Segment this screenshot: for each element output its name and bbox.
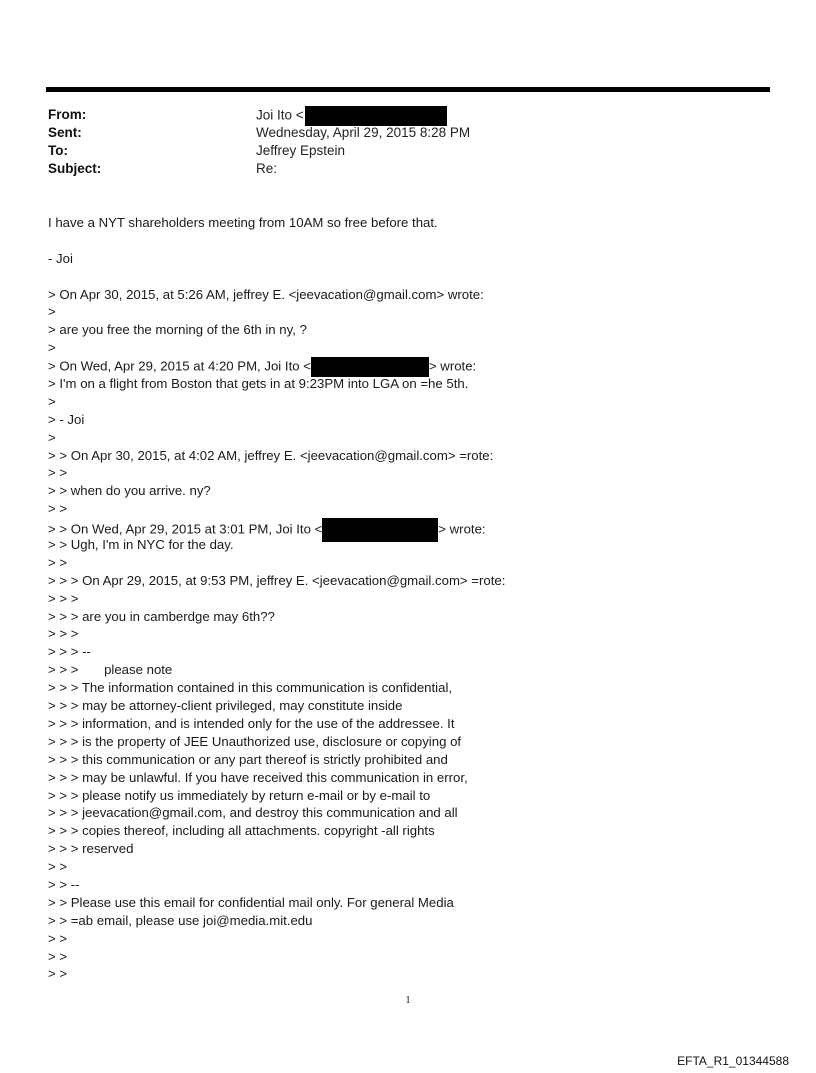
body-line: > > > On Apr 29, 2015, at 9:53 PM, jeffrey E. <jeevacation@gmail.com> =rote:: [48, 572, 506, 588]
body-line: > > > information, and is intended only for the use of the addressee. It: [48, 715, 455, 731]
email-body: [48, 214, 768, 983]
body-line: - Joi: [48, 250, 73, 266]
subject-value: Re:: [256, 161, 278, 176]
sent-label: Sent:: [48, 125, 82, 140]
body-line: > > >: [48, 590, 79, 606]
body-line: > >: [48, 948, 68, 964]
body-line: > are you free the morning of the 6th in ny, ?: [48, 322, 307, 338]
body-line-redacted: [48, 357, 768, 375]
body-line: > > > please notify us immediately by return e-mail or by e-mail to: [48, 787, 431, 803]
redaction-box: [305, 106, 447, 126]
body-line: > >: [48, 554, 68, 570]
body-line-redacted: [48, 518, 768, 536]
body-line: > > Please use this email for confidential mail only. For general Media: [48, 894, 454, 910]
body-line: [48, 232, 768, 250]
body-line: > > > reserved: [48, 841, 134, 857]
sent-row: [48, 124, 748, 142]
body-line: > > On Apr 30, 2015, at 4:02 AM, jeffrey E. <jeevacation@gmail.com> =rote:: [48, 447, 494, 463]
redaction-box: [322, 518, 438, 542]
subject-row: [48, 160, 748, 178]
body-line: > > > --: [48, 644, 91, 660]
body-line: > > > is the property of JEE Unauthorized use, disclosure or copying of: [48, 733, 462, 749]
body-line: [48, 268, 768, 286]
body-line: > > > The information contained in this communication is confidential,: [48, 680, 453, 696]
body-line: > > > jeevacation@gmail.com, and destroy this communication and all: [48, 805, 458, 821]
body-line-part: > > On Wed, Apr 29, 2015 at 3:01 PM, Joi Ito <: [48, 521, 323, 537]
page-number: 1: [405, 994, 411, 1006]
from-label: From:: [48, 107, 87, 122]
from-value: [256, 106, 447, 126]
body-line: > On Apr 30, 2015, at 5:26 AM, jeffrey E. <jeevacation@gmail.com> wrote:: [48, 286, 484, 302]
header-rule: [46, 87, 770, 92]
body-line-part: > wrote:: [428, 358, 477, 374]
email-header: [48, 106, 748, 178]
body-line: >: [48, 304, 56, 320]
body-line: >: [48, 393, 56, 409]
from-name: Joi Ito <: [256, 107, 304, 123]
body-line-part: > wrote:: [438, 521, 486, 537]
body-line: > > > are you in camberdge may 6th??: [48, 608, 275, 624]
body-line: > > =ab email, please use joi@media.mit.edu: [48, 912, 313, 928]
body-line: > > > copies thereof, including all attachments. copyright -all rights: [48, 823, 435, 839]
subject-label: Subject:: [48, 161, 102, 176]
to-value: Jeffrey Epstein: [256, 143, 346, 158]
body-line: > > when do you arrive. ny?: [48, 483, 211, 499]
body-line: > > --: [48, 876, 80, 892]
body-line: > >: [48, 930, 68, 946]
sent-value: Wednesday, April 29, 2015 8:28 PM: [256, 125, 471, 140]
body-line: > > > this communication or any part thereof is strictly prohibited and: [48, 751, 448, 767]
from-row: [48, 106, 748, 124]
body-line: > >: [48, 859, 68, 875]
body-line: > > > may be attorney-client privileged, may constitute inside: [48, 698, 403, 714]
body-line: > - Joi: [48, 411, 85, 427]
to-row: [48, 142, 748, 160]
body-line: I have a NYT shareholders meeting from 10AM so free before that.: [48, 215, 438, 230]
body-line: > >: [48, 465, 68, 481]
body-line: > > Ugh, I'm in NYC for the day.: [48, 537, 234, 553]
body-line: > >: [48, 966, 68, 982]
body-line-part: > On Wed, Apr 29, 2015 at 4:20 PM, Joi Ito <: [48, 358, 311, 374]
body-line: > >: [48, 501, 68, 517]
body-line: >: [48, 340, 56, 356]
body-line: >: [48, 429, 56, 445]
body-line: > I'm on a flight from Boston that gets in at 9:23PM into LGA on =he 5th.: [48, 376, 469, 392]
body-line: > > >: [48, 626, 79, 642]
body-line: > > > please note: [48, 662, 173, 678]
to-label: To:: [48, 143, 68, 158]
body-line: > > > may be unlawful. If you have received this communication in error,: [48, 769, 468, 785]
document-id: EFTA_R1_01344588: [677, 1054, 789, 1068]
